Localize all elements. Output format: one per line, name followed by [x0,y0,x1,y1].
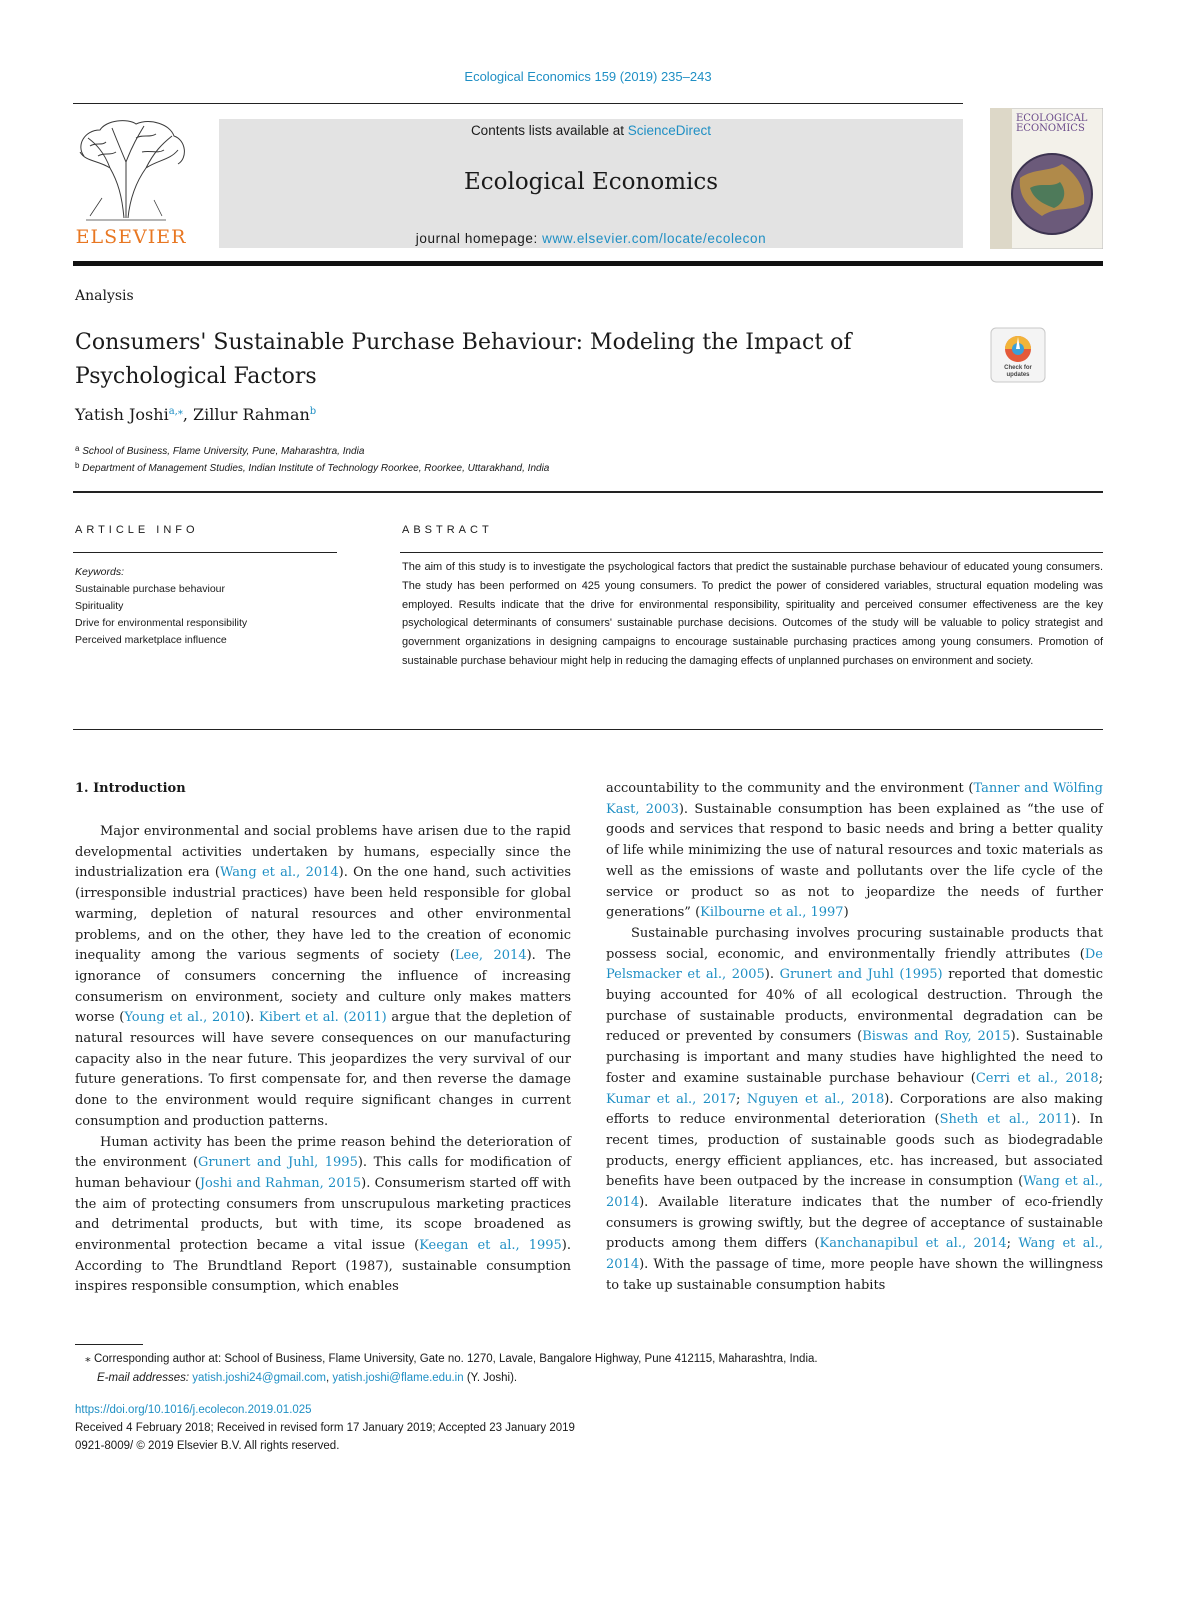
body-column-right [606,779,1103,1297]
check-for-updates-badge[interactable] [990,327,1046,383]
body-text: ). [764,967,780,983]
body-text: accountability to the community and the environment ( [606,781,974,796]
citation-link[interactable]: Joshi and Rahman, 2015 [199,1175,362,1191]
front-matter-rule [73,491,1103,493]
body-text: ). On the one hand, such activities (irresponsible industrial practices) have been held responsible for global warming, depletion of natural resources and other environmental problems, and on the other, they have led to the creation of economic inequality among the various segments of society ( [75,865,572,964]
body-paragraph [75,822,571,1133]
citation-link[interactable]: Wang et al., 2014 [606,1174,1103,1211]
citation-link[interactable]: Lee, 2014 [454,948,527,964]
author-name[interactable]: Yatish Joshi [75,405,169,424]
journal-homepage-line: journal homepage: www.elsevier.com/locate/ecolecon [415,231,767,246]
journal-title: Ecological Economics [463,169,719,195]
abstract-bottom-rule [73,729,1103,730]
citation-link[interactable]: Nguyen et al., 2018 [746,1091,885,1107]
abstract-heading: ABSTRACT [402,524,493,536]
citation-link[interactable]: Young et al., 2010 [124,1010,246,1026]
affiliation-a: $^a$ School of Business, Flame University, Pune, Maharashtra, India [75,444,365,457]
keywords-label: Keywords: [75,566,125,578]
body-text: ). Consumerism started off with the aim of protecting consumers from unscrupulous marketing practices and detrimental products, but with time, its scope broadened as environmental protection became a vital issue ( [75,1175,571,1254]
citation-link[interactable]: Biswas and Roy, 2015 [862,1029,1011,1045]
journal-masthead [219,119,963,248]
citation-link[interactable]: Sheth et al., 2011 [939,1112,1072,1128]
article-title: Consumers' Sustainable Purchase Behaviour: Modeling the Impact of Psychological Factors [75,330,852,389]
body-text: ). The ignorance of consumers concerning the influence of increasing consumerism on environment, society and culture only makes matters worse ( [75,948,571,1026]
journal-homepage-link[interactable]: www.elsevier.com/locate/ecolecon [542,231,767,246]
body-text: ; [1006,1236,1019,1252]
keyword-item: Sustainable purchase behaviour [75,583,226,595]
author-name[interactable]: Zillur Rahman [193,405,310,424]
keyword-item: Spirituality [75,600,124,612]
body-text: ; [1098,1070,1103,1086]
article-info-heading: ARTICLE INFO [75,524,199,536]
email-link[interactable]: yatish.joshi@flame.edu.in [332,1372,464,1384]
citation-link[interactable]: Wang et al., 2014 [220,865,339,881]
citation-link[interactable]: Tanner and Wölfing Kast, 2003 [606,781,1103,817]
header-rule [73,103,963,104]
citation-link[interactable]: Kanchanapibul et al., 2014 [819,1236,1007,1252]
body-paragraph [606,779,1103,924]
citation-link[interactable]: Grunert and Juhl (1995) [779,967,943,983]
body-paragraph [606,924,1103,1297]
sciencedirect-link[interactable]: ScienceDirect [627,123,712,138]
citation-link[interactable]: Kumar et al., 2017 [606,1091,736,1107]
received-dates: Received 4 February 2018; Received in revised form 17 January 2019; Accepted 23 January 2019 [75,1422,575,1434]
body-text: ). Sustainable purchasing is important and many studies have highlighted the need to foster and examine sustainable purchase behaviour ( [606,1029,1103,1086]
body-text: ). According to The Brundtland Report (1987), sustainable consumption inspires responsible consumption, which enables [75,1238,571,1295]
body-column-left [75,822,571,1298]
footnote-rule [75,1344,143,1345]
article-info-rule [73,552,337,553]
contents-available-line: Contents lists available at ScienceDirect [470,123,712,138]
doi-link[interactable]: https://doi.org/10.1016/j.ecolecon.2019.01.025 [75,1404,312,1416]
body-text: Major environmental and social problems have arisen due to the rapid developmental activities undertaken by humans, especially since the industrialization era ( [75,824,571,881]
journal-citation[interactable]: Ecological Economics 159 (2019) 235–243 [464,69,712,84]
body-text: reported that domestic buying accounted for 40% of all ecological destruction. Through the purchase of sustainable products, environmental degradation can be reduced or prevented by consumers ( [606,967,1103,1045]
introduction-heading: 1. Introduction [75,781,186,796]
copyright-line: 0921-8009/ © 2019 Elsevier B.V. All rights reserved. [75,1440,340,1452]
email-link[interactable]: yatish.joshi24@gmail.com [192,1372,327,1384]
abstract-text: The aim of this study is to investigate the psychological factors that predict the sustainable purchase behaviour of educated young consumers. The study has been performed on 425 young consumers. To predict the power of considered variables, structural equation modeling was employed. Results indicate that the drive for environmental responsibility, spirituality and perceived consumer effectiveness are the key psychological determinants of consumers' sustainable purchase decisions. Outcomes of the study will be valuable to policy strategist and government organizations in designing campaigns to encourage sustainable purchasing practices among young consumers. Promotion of sustainable purchase behaviour might help in reducing the damaging effects of unplanned purchases on environment and society. [402,561,1103,667]
author-affiliation-mark[interactable]: a,⁎ [168,406,183,417]
citation-link[interactable]: Grunert and Juhl, 1995 [198,1155,358,1171]
publication-info [75,1402,575,1454]
author-affiliation-mark[interactable]: b [309,406,317,417]
citation-link[interactable]: Wang et al., 2014 [606,1236,1103,1273]
body-text: ). Corporations are also making efforts to reduce environmental deterioration ( [606,1091,1103,1128]
elsevier-logo[interactable] [66,116,196,250]
masthead-bottom-rule [73,261,1103,266]
footnotes [85,1350,818,1388]
abstract-rule [400,552,1103,553]
body-text: ) [843,905,849,921]
affiliation-b: $^b$ Department of Management Studies, Indian Institute of Technology Roorkee, Roorkee, Uttarakhand, India [75,461,550,474]
body-text: ). [245,1010,259,1026]
keywords-block [75,564,247,649]
corresponding-author-note: ⁎ Corresponding author at: School of Business, Flame University, Gate no. 1270, Lavale, Bangalore Highway, Pune 412115, Maharashtra, India. [85,1353,818,1365]
authors-line: Yatish Joshi$^{a,⁎}$, Zillur Rahman$^b$ [75,405,317,424]
body-text: argue that the depletion of natural resources will have severe consequences on our manufacturing capacity also in the near future. This jeopardizes the very survival of our future generations. To first compensate for, and then reverse the damage done to the environment would require significant changes in current consumption and production patterns. [75,1010,571,1129]
citation-link[interactable]: Kibert et al. (2011) [259,1010,387,1026]
elsevier-wordmark: ELSEVIER [75,226,187,248]
body-text: Sustainable purchasing involves procuring sustainable products that possess social, economic, and environmentally friendly attributes ( [606,925,1103,962]
citation-link[interactable]: Cerri et al., 2018 [975,1070,1099,1086]
journal-cover-thumbnail[interactable] [990,108,1103,249]
body-text: ). Sustainable consumption has been explained as “the use of goods and services that respond to basic needs and bring a better quality of life while minimizing the use of natural resources and toxic materials as well as the emissions of waste and pollutants over the life cycle of the service or product so as not to jeopardize the needs of further generations” ( [606,801,1103,921]
article-section-label: Analysis [75,288,134,304]
body-text: ). Available literature indicates that the number of eco-friendly consumers is growing swiftly, but the degree of acceptance of sustainable products among them differs ( [606,1195,1103,1252]
check-for-updates-label: Check for updates [1004,365,1032,378]
keyword-item: Perceived marketplace influence [75,634,227,646]
citation-link[interactable]: Kilbourne et al., 1997 [700,905,844,921]
citation-link[interactable]: Keegan et al., 1995 [419,1238,562,1254]
body-text: ). In recent times, production of sustainable goods such as biodegradable products, energy efficient appliances, etc. has increased, but associated benefits have been outpaced by the increase in consumption ( [606,1112,1103,1190]
keyword-item: Drive for environmental responsibility [75,617,248,629]
body-text: ). With the passage of time, more people have shown the willingness to take up sustainable consumption habits [606,1257,1103,1293]
body-text: ; [735,1091,747,1107]
body-text: Human activity has been the prime reason behind the deterioration of the environment ( [75,1134,571,1171]
body-text: ). This calls for modification of human behaviour ( [75,1155,571,1191]
email-line: E-mail addresses: yatish.joshi24@gmail.com, yatish.joshi@flame.edu.in (Y. Joshi). [97,1372,518,1384]
citation-link[interactable]: De Pelsmacker et al., 2005 [606,946,1103,983]
body-paragraph [75,1133,571,1299]
cover-title: ECOLOGICAL ECONOMICS [1016,113,1088,134]
